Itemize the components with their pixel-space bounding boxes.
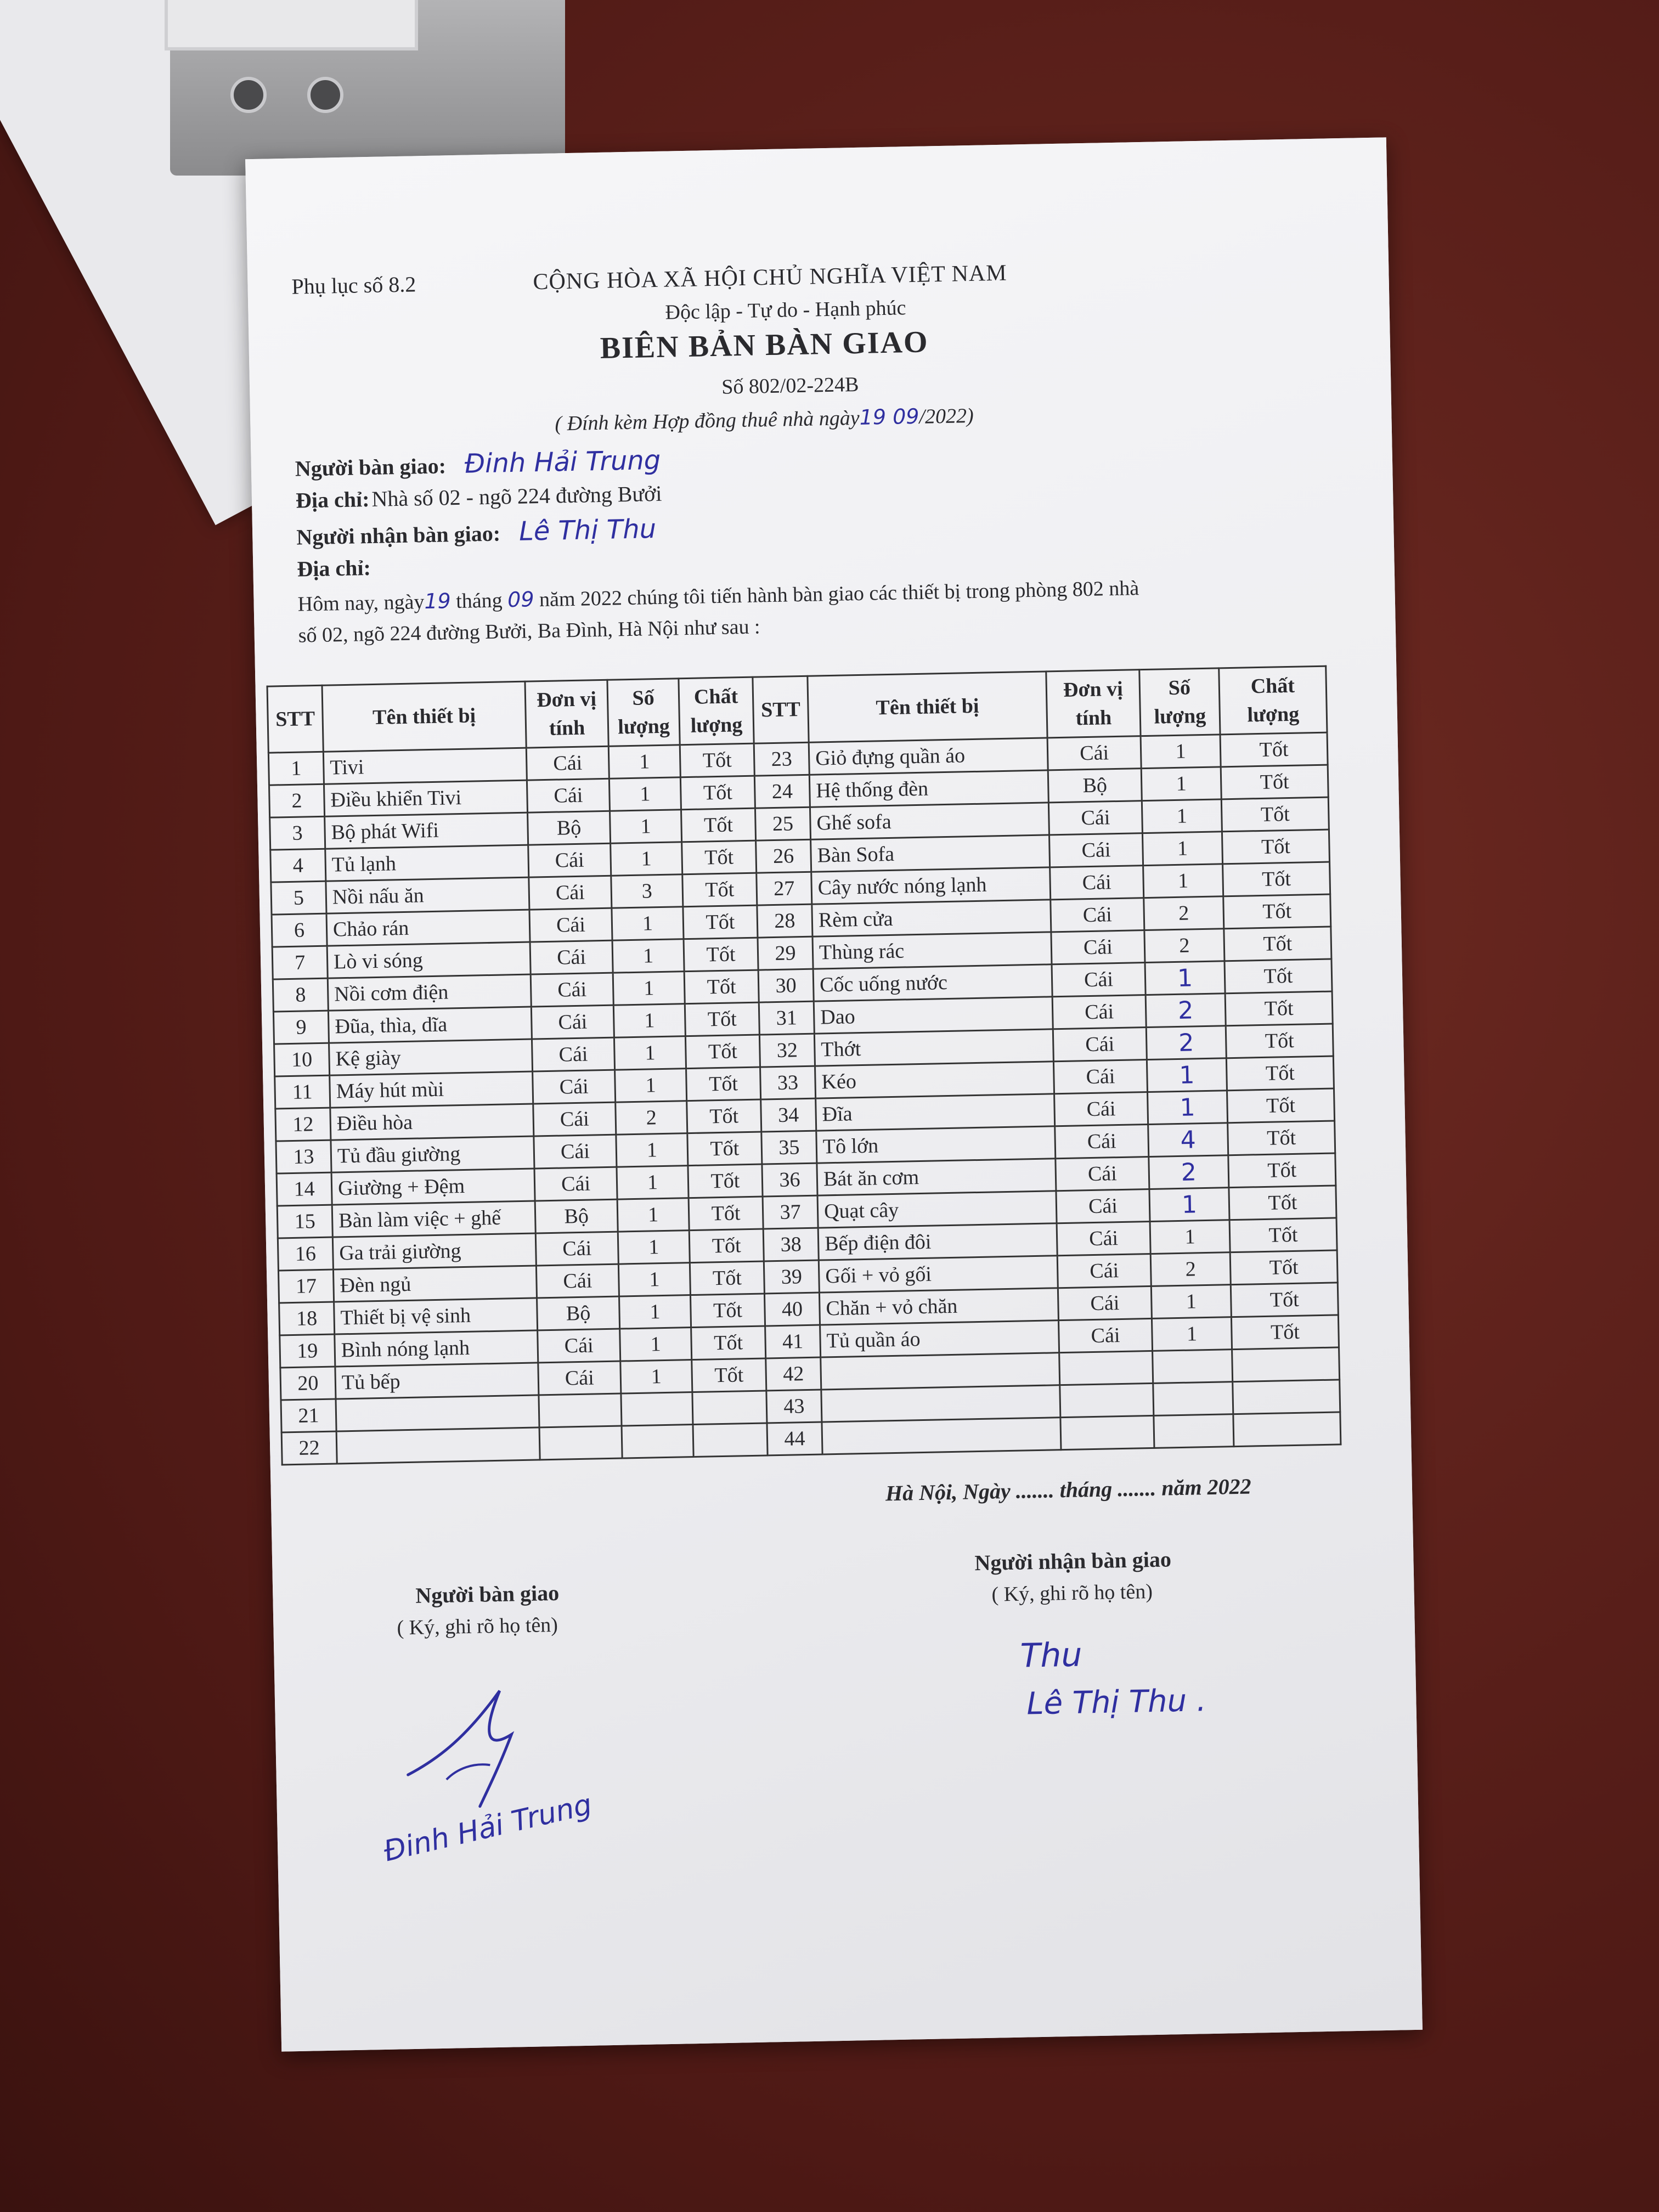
- item-unit: Cái: [1056, 1189, 1150, 1223]
- item-unit: Bộ: [537, 1296, 620, 1330]
- item-number: 28: [757, 904, 812, 938]
- intro-text: năm 2022 chúng tôi tiến hành bàn giao các thiết bị trong phòng 802 nhà: [539, 577, 1139, 612]
- item-unit: Cái: [1050, 866, 1144, 900]
- item-quantity: 1: [1142, 799, 1222, 833]
- item-quantity: 1: [608, 745, 680, 778]
- item-unit: Cái: [534, 1167, 617, 1201]
- item-number: 2: [269, 784, 324, 817]
- receiver-signature-note: ( Ký, ghi rõ họ tên): [991, 1580, 1153, 1606]
- item-quantity: 1: [617, 1198, 689, 1232]
- receiver-line: [296, 514, 657, 551]
- item-quantity: [1153, 1350, 1233, 1384]
- item-name: Tivi: [323, 748, 527, 784]
- item-number: 34: [761, 1098, 816, 1132]
- item-name: Thớt: [814, 1029, 1053, 1066]
- item-unit: Cái: [535, 1232, 618, 1266]
- item-quality: Tốt: [1231, 1283, 1338, 1317]
- item-name: Chảo rán: [326, 910, 530, 946]
- item-quantity: 1: [1141, 767, 1221, 801]
- item-name: Đèn ngủ: [333, 1266, 537, 1302]
- item-name: Kéo: [815, 1062, 1054, 1098]
- item-name: Chăn + vỏ chăn: [819, 1288, 1058, 1325]
- item-quantity: 1: [619, 1295, 691, 1329]
- document-title: BIÊN BẢN BÀN GIAO: [600, 325, 929, 365]
- item-name: Điều khiển Tivi: [324, 780, 527, 816]
- item-quantity: 1: [617, 1166, 689, 1199]
- item-number: 12: [275, 1108, 331, 1141]
- item-number: 10: [274, 1043, 330, 1076]
- item-unit: Cái: [1057, 1221, 1150, 1255]
- item-quantity: 2: [1144, 929, 1224, 963]
- item-quality: Tốt: [684, 970, 759, 1004]
- receiver-address-line: [297, 555, 371, 582]
- item-quantity: 2: [1150, 1252, 1231, 1286]
- item-unit: Bộ: [528, 811, 611, 845]
- item-name: Đũa, thìa, dĩa: [328, 1007, 532, 1043]
- item-name: Bàn Sofa: [811, 835, 1050, 872]
- item-quantity: 1: [618, 1263, 690, 1296]
- item-name: Thùng rác: [812, 932, 1052, 969]
- item-number: 1: [268, 752, 324, 785]
- item-unit: Cái: [536, 1264, 619, 1298]
- item-quality: Tốt: [1226, 1056, 1334, 1091]
- giver-name-handwritten: Đinh Hải Trung: [464, 444, 661, 479]
- item-quantity: 1: [1149, 1188, 1229, 1222]
- item-unit: Cái: [1052, 995, 1146, 1029]
- item-name: Tô lớn: [816, 1126, 1056, 1163]
- attachment-date-handwritten: 19 09: [859, 404, 919, 430]
- column-header: STT: [753, 676, 809, 743]
- item-quality: Tốt: [690, 1294, 765, 1328]
- item-unit: Cái: [1047, 736, 1141, 770]
- item-name: Tủ lạnh: [325, 845, 529, 881]
- item-name: Bộ phát Wifi: [325, 812, 528, 849]
- item-unit: [1059, 1351, 1153, 1385]
- item-quantity: 2: [616, 1101, 687, 1135]
- column-header: Chất lượng: [679, 677, 754, 745]
- item-quality: Tốt: [689, 1197, 763, 1231]
- item-quantity: 1: [620, 1360, 692, 1393]
- item-number: 13: [276, 1140, 331, 1173]
- item-number: 6: [272, 913, 327, 947]
- item-quality: Tốt: [682, 873, 757, 907]
- column-header: Đơn vị tính: [1046, 670, 1141, 738]
- column-header: Tên thiết bị: [808, 672, 1047, 742]
- receiver-name-handwritten: Lê Thị Thu: [518, 514, 657, 547]
- annex-number: Phụ lục số 8.2: [291, 272, 416, 299]
- item-number: 17: [278, 1269, 334, 1303]
- item-number: 11: [275, 1075, 330, 1109]
- item-quantity: 1: [611, 842, 682, 876]
- item-quality: Tốt: [1220, 732, 1328, 767]
- item-number: 22: [281, 1431, 337, 1465]
- item-unit: Cái: [528, 843, 611, 877]
- national-header: CỘNG HÒA XÃ HỘI CHỦ NGHĨA VIỆT NAM: [533, 260, 1008, 295]
- intro-line-2: số 02, ngõ 224 đường Bưởi, Ba Đình, Hà Nội như sau :: [298, 615, 760, 647]
- item-unit: Bộ: [1048, 769, 1142, 803]
- item-quality: Tốt: [686, 1067, 761, 1101]
- attachment-prefix: ( Đính kèm Hợp đồng thuê nhà ngày: [555, 406, 860, 436]
- item-unit: Cái: [1053, 1060, 1147, 1094]
- item-number: 19: [280, 1334, 335, 1368]
- item-number: 25: [755, 807, 810, 840]
- item-quality: Tốt: [1223, 894, 1331, 929]
- item-quality: Tốt: [1229, 1186, 1336, 1220]
- item-quality: Tốt: [1221, 797, 1329, 832]
- item-quantity: [1154, 1414, 1234, 1448]
- background-binder-sheet: [165, 0, 418, 50]
- item-quantity: 1: [1147, 1058, 1227, 1092]
- intro-line-1: [297, 575, 1139, 616]
- item-quantity: 1: [612, 907, 684, 940]
- item-quantity: 1: [1142, 832, 1222, 866]
- item-quantity: 2: [1144, 896, 1224, 930]
- item-quantity: 1: [609, 777, 681, 811]
- item-unit: [539, 1393, 622, 1427]
- item-number: 39: [764, 1260, 819, 1294]
- item-quality: Tốt: [685, 1035, 760, 1069]
- item-unit: Cái: [1049, 833, 1143, 867]
- receiver-signature-handwritten: Thu: [1020, 1635, 1083, 1675]
- item-name: Giường + Đệm: [331, 1169, 535, 1205]
- item-number: 9: [273, 1011, 329, 1044]
- column-header: Tên thiết bị: [322, 681, 526, 752]
- item-quality: Tốt: [1222, 830, 1329, 864]
- item-quantity: 1: [1141, 735, 1221, 769]
- item-number: 33: [760, 1066, 816, 1099]
- item-quality: Tốt: [687, 1099, 761, 1133]
- giver-address: Nhà số 02 - ngõ 224 đường Bưởi: [371, 481, 662, 511]
- item-quality: Tốt: [1225, 991, 1333, 1026]
- item-unit: Cái: [1048, 801, 1142, 835]
- item-quality: Tốt: [1224, 959, 1332, 994]
- item-number: 8: [273, 978, 328, 1012]
- item-name: Tủ quần áo: [820, 1321, 1059, 1357]
- item-unit: [1060, 1415, 1154, 1449]
- item-quality: Tốt: [691, 1326, 766, 1360]
- attachment-suffix: /2022): [919, 404, 974, 428]
- item-name: Tủ đầu giường: [331, 1136, 534, 1172]
- item-quality: [693, 1423, 768, 1457]
- item-name: Nồi nấu ăn: [326, 877, 529, 913]
- item-quantity: 1: [1143, 864, 1223, 898]
- item-number: 18: [279, 1302, 335, 1335]
- intro-text: Hôm nay, ngày: [297, 590, 425, 616]
- item-quality: Tốt: [688, 1164, 763, 1198]
- giver-line: [295, 445, 661, 483]
- item-number: 23: [754, 742, 809, 776]
- intro-month-handwritten: 09: [507, 587, 534, 612]
- item-unit: Cái: [1057, 1254, 1151, 1288]
- item-name: Bàn làm việc + ghế: [332, 1201, 535, 1237]
- giver-signature-title: Người bàn giao: [415, 1580, 560, 1608]
- item-quality: Tốt: [1228, 1153, 1336, 1188]
- item-quantity: [621, 1392, 693, 1426]
- item-unit: Cái: [533, 1070, 616, 1104]
- receiver-signature-title: Người nhận bàn giao: [974, 1547, 1172, 1576]
- item-quality: Tốt: [680, 776, 755, 810]
- item-quality: [1233, 1380, 1340, 1414]
- item-quantity: 1: [620, 1328, 692, 1361]
- handover-document: [245, 137, 1423, 2051]
- place-date-line: Hà Nội, Ngày ....... tháng ....... năm 2022: [885, 1474, 1251, 1506]
- item-quantity: 1: [1145, 961, 1225, 995]
- item-quantity: 1: [1150, 1220, 1230, 1254]
- item-quantity: 1: [613, 972, 685, 1005]
- item-number: 27: [757, 872, 812, 905]
- item-quantity: 1: [612, 939, 684, 973]
- item-number: 21: [281, 1399, 336, 1432]
- item-quantity: 1: [615, 1069, 687, 1102]
- binder-hole: [230, 77, 267, 113]
- item-quantity: 2: [1146, 1026, 1226, 1060]
- item-unit: Cái: [530, 940, 613, 974]
- item-unit: Cái: [1056, 1157, 1149, 1191]
- item-name: [821, 1353, 1060, 1390]
- item-unit: Cái: [534, 1135, 617, 1169]
- item-quantity: 1: [613, 1004, 685, 1037]
- item-number: 24: [754, 775, 810, 808]
- attachment-note: [555, 403, 974, 436]
- item-unit: Cái: [1058, 1318, 1152, 1352]
- item-name: Kệ giày: [329, 1039, 533, 1075]
- item-quantity: 1: [1148, 1091, 1228, 1125]
- column-header: Số lượng: [1139, 668, 1220, 736]
- item-quality: Tốt: [689, 1229, 764, 1263]
- item-name: Bếp điện đôi: [818, 1223, 1057, 1260]
- item-number: 16: [278, 1237, 333, 1271]
- receiver-signed-name: Lê Thị Thu .: [1026, 1683, 1207, 1722]
- item-quantity: [622, 1425, 693, 1458]
- item-quantity: 2: [1146, 994, 1226, 1028]
- item-number: 36: [762, 1163, 817, 1197]
- item-number: 32: [759, 1034, 815, 1067]
- item-unit: Cái: [529, 876, 612, 910]
- item-number: 3: [270, 816, 325, 850]
- item-unit: Cái: [531, 1005, 614, 1039]
- item-number: 5: [271, 881, 326, 915]
- item-quality: Tốt: [692, 1358, 766, 1392]
- item-quality: Tốt: [681, 808, 755, 842]
- item-quantity: 1: [610, 810, 682, 843]
- item-unit: Cái: [526, 746, 609, 780]
- item-number: 29: [758, 936, 813, 970]
- item-name: Bình nóng lạnh: [335, 1330, 538, 1367]
- item-number: 38: [763, 1228, 819, 1261]
- item-unit: Cái: [527, 778, 610, 812]
- item-quality: Tốt: [1228, 1121, 1335, 1155]
- item-quantity: 1: [1152, 1317, 1232, 1351]
- item-name: [822, 1418, 1061, 1454]
- item-quality: Tốt: [690, 1261, 764, 1295]
- giver-address-line: [296, 481, 662, 514]
- national-motto: Độc lập - Tự do - Hạnh phúc: [665, 296, 906, 324]
- item-quality: Tốt: [1226, 1024, 1333, 1058]
- item-number: 40: [764, 1293, 820, 1326]
- item-name: Ga trải giường: [332, 1233, 536, 1269]
- item-unit: Cái: [538, 1329, 620, 1363]
- item-name: Tủ bếp: [335, 1363, 539, 1399]
- item-name: Đĩa: [816, 1094, 1055, 1131]
- table-body: [268, 732, 1341, 1465]
- item-name: Ghế sofa: [810, 803, 1049, 839]
- item-quality: Tốt: [1223, 862, 1330, 896]
- item-quality: Tốt: [1229, 1218, 1337, 1252]
- receiver-address-label: Địa chỉ:: [296, 555, 371, 582]
- item-unit: Cái: [1055, 1125, 1149, 1159]
- item-number: 14: [276, 1172, 332, 1206]
- item-name: [336, 1395, 539, 1431]
- item-unit: Cái: [1051, 898, 1144, 932]
- item-unit: Cái: [1054, 1092, 1148, 1126]
- giver-label: Người bàn giao:: [295, 453, 447, 481]
- giver-signed-name: Đinh Hải Trung: [380, 1788, 595, 1869]
- item-name: Lò vi sóng: [327, 942, 531, 978]
- item-number: 4: [270, 849, 326, 882]
- item-number: 41: [765, 1325, 821, 1358]
- intro-day-handwritten: 19: [424, 589, 452, 614]
- item-name: Dao: [814, 997, 1053, 1034]
- item-quality: [1233, 1412, 1341, 1447]
- intro-text: tháng: [455, 589, 503, 613]
- item-quality: Tốt: [684, 938, 758, 972]
- item-name: Hệ thống đèn: [809, 770, 1048, 807]
- item-name: Giỏ đựng quần áo: [809, 738, 1048, 775]
- item-quality: [1232, 1347, 1340, 1382]
- column-header: Đơn vị tính: [525, 680, 608, 748]
- equipment-table: [267, 665, 1342, 1466]
- item-number: 37: [763, 1195, 818, 1229]
- item-unit: [539, 1426, 622, 1460]
- item-quality: [692, 1391, 767, 1425]
- item-name: [821, 1385, 1060, 1422]
- item-quality: Tốt: [680, 743, 754, 777]
- item-unit: Cái: [1052, 963, 1146, 997]
- item-quality: Tốt: [685, 1002, 759, 1036]
- item-number: 43: [766, 1390, 822, 1423]
- item-number: 26: [756, 839, 811, 873]
- item-quantity: 1: [1151, 1285, 1231, 1319]
- item-unit: Cái: [533, 1102, 616, 1136]
- item-quality: Tốt: [687, 1132, 762, 1166]
- item-unit: Cái: [538, 1361, 621, 1395]
- giver-signature-note: ( Ký, ghi rõ họ tên): [397, 1613, 558, 1640]
- item-number: 44: [767, 1422, 822, 1455]
- column-header: Chất lượng: [1219, 666, 1327, 735]
- item-quality: Tốt: [1224, 927, 1331, 961]
- item-quantity: [1153, 1382, 1233, 1416]
- item-quality: Tốt: [1230, 1250, 1338, 1285]
- item-quality: Tốt: [683, 905, 758, 939]
- item-name: Cốc uống nước: [813, 964, 1052, 1001]
- item-number: 42: [766, 1357, 821, 1391]
- item-quality: Tốt: [1221, 765, 1328, 799]
- item-unit: Cái: [1058, 1286, 1152, 1320]
- item-name: Bát ăn cơm: [817, 1159, 1056, 1195]
- item-number: 7: [272, 946, 328, 979]
- giver-address-label: Địa chỉ:: [295, 487, 370, 513]
- receiver-label: Người nhận bàn giao:: [296, 521, 501, 550]
- item-name: Quạt cây: [817, 1191, 1057, 1228]
- item-unit: Cái: [1051, 930, 1145, 964]
- item-quality: Tốt: [1227, 1088, 1334, 1123]
- document-number: Số 802/02-224B: [721, 373, 859, 399]
- item-name: Cây nước nóng lạnh: [811, 867, 1051, 904]
- item-number: 30: [758, 969, 814, 1002]
- item-name: Rèm cửa: [812, 900, 1051, 936]
- item-unit: [1060, 1383, 1154, 1417]
- item-name: Nồi cơm điện: [328, 974, 531, 1011]
- column-header: STT: [267, 685, 323, 753]
- item-quality: Tốt: [682, 840, 757, 874]
- item-quantity: 2: [1149, 1155, 1229, 1189]
- item-quality: Tốt: [1231, 1315, 1339, 1350]
- binder-hole: [307, 77, 343, 113]
- item-number: 31: [759, 1001, 814, 1035]
- item-quantity: 1: [614, 1036, 686, 1070]
- item-quantity: 4: [1148, 1123, 1228, 1157]
- item-unit: Cái: [529, 908, 612, 942]
- item-unit: Cái: [531, 973, 613, 1007]
- item-quantity: 3: [611, 874, 683, 908]
- item-number: 20: [280, 1367, 336, 1400]
- item-number: 15: [277, 1205, 332, 1238]
- item-name: Điều hòa: [330, 1104, 534, 1140]
- item-unit: Bộ: [535, 1199, 618, 1233]
- item-name: Gối + vỏ gối: [819, 1256, 1058, 1293]
- item-unit: Cái: [1053, 1028, 1147, 1062]
- item-quantity: 1: [616, 1133, 688, 1167]
- column-header: Số lượng: [607, 679, 680, 746]
- item-number: 35: [761, 1131, 817, 1164]
- item-unit: Cái: [532, 1037, 614, 1071]
- item-name: Thiết bị vệ sinh: [334, 1298, 538, 1334]
- item-name: Máy hút mùi: [330, 1071, 533, 1108]
- item-quantity: 1: [618, 1231, 690, 1264]
- item-name: [336, 1427, 540, 1464]
